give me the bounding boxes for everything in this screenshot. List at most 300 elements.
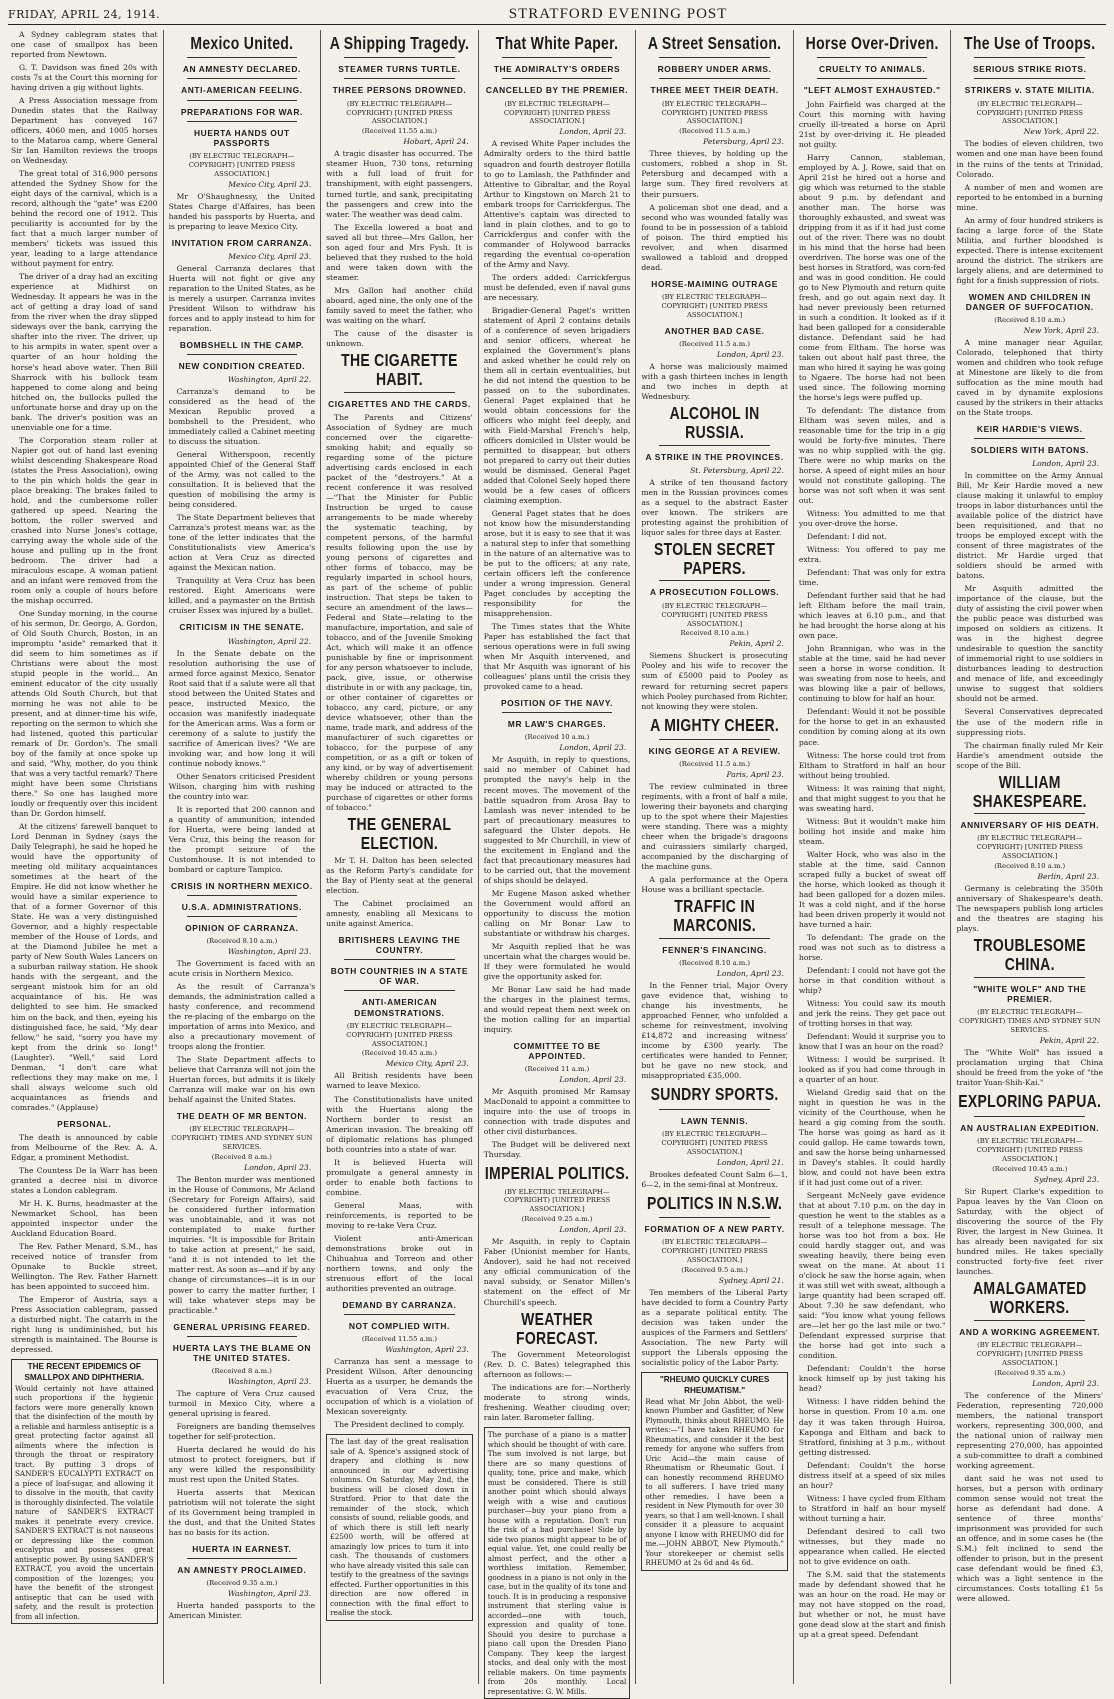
article-paragraph: The Corporation steam roller at Napier got out of hand last evening whilst descending Shakespeare Road (states the Press Association), owing to the pin which holds the gear in place breaking. The brakes failed to hold, and the cumbersome roller gathered up speed. Nearing the bottom, the roller swerved and crashed into Nurse Jones's cottage, carrying away the whole side of the house and pulling up in the front bedroom. The driver had a miraculous escape. A woman patient and an infant were removed from the room only a couple of hours before the mishap occurred. <box>11 435 158 605</box>
article-headline: A MIGHTY CHEER. <box>650 714 780 735</box>
article-headline: THE GENERAL ELECTION. <box>347 814 452 854</box>
article-paragraph: Brookes defeated Count Salm 6—1, 6—2, in the semi-final at Montreux. <box>641 1169 788 1189</box>
article-paragraph: A policeman shot one dead, and a second who was wounded fatally was found to be in possession of a tabloid of poison. The third emptied his revolver, and when disarmed swallowed a tabloid and dropped dead. <box>641 202 788 272</box>
advertisement-heading: "RHEUMO QUICKLY CURES RHEUMATISM." <box>659 1375 770 1395</box>
article-headline: Mexico United. <box>190 32 294 53</box>
dateline: Pekin, April 2. <box>729 639 784 649</box>
article-subheading: WOMEN AND CHILDREN IN DANGER OF SUFFOCATION. <box>965 291 1094 312</box>
article-paragraph: The Budget will be delivered next Thursday. <box>483 1140 631 1160</box>
wire-credit: (Received 8 a.m.) <box>211 1153 272 1162</box>
heading-divider <box>187 78 298 79</box>
heading-divider <box>187 916 298 917</box>
article-paragraph: Defendant: Couldn't the horse knock himself up by just taking his head? <box>798 1364 946 1394</box>
article-paragraph: In committee on the Army Annual Bill, Mr Keir Hardie moved a new clause making it unlawful to employ troops in labor disturbances until the available police of the district have been requisitioned, and that no troops be employed except with the consent of three magistrates of the district. Mr Hardie urged that soldiers should be armed with batons. <box>956 471 1104 581</box>
article-paragraph: Witness: It was raining that night, and that might suggest to you that he was sweating hard. <box>798 783 946 813</box>
issue-date: FRIDAY, APRIL 24, 1914. <box>8 7 161 21</box>
heading-divider <box>974 1116 1085 1117</box>
heading-divider <box>974 1320 1085 1321</box>
dateline: London, April 23. <box>559 1225 627 1235</box>
heading-divider <box>974 57 1085 58</box>
article-paragraph: Germany is celebrating the 350th anniversary of Shakespeare's death. The newspapers publish long articles and the theatres are staging his plays. <box>956 884 1104 934</box>
article-headline: TROUBLESOME CHINA. <box>973 935 1086 975</box>
wire-credit: (Received 10 a.m.) <box>524 733 590 742</box>
article-subheading: OPINION OF CARRANZA. <box>185 923 299 934</box>
dateline: Washington, April 22. <box>227 636 312 646</box>
advertisement <box>326 1434 473 1621</box>
wire-credit: (Received 11.55 a.m.) <box>361 127 438 136</box>
article-paragraph: Tranquility at Vera Cruz has been restored. Eight Americans were killed, and a paymaster on the British cruiser Essex was injured by a bullet. <box>168 576 316 616</box>
wire-credit: (Received 10.45 a.m.) <box>992 1164 1068 1173</box>
article-paragraph: John Brannigan, who was in the stable at the time, said he had never seen a horse in worse condition. It was sweating from nose to heels, and was blowing like a pair of bellows, continuing to blow for half an hour. <box>798 644 946 704</box>
heading-divider <box>344 990 455 991</box>
article-paragraph: In the Fenner trial, Major Overy gave evidence that, wishing to change his investments, he approached Fenner, who unfolded a scheme for reinvestment, involving £14,872 and increasing witness' income by £300 yearly. The certificates were handed to Fenner, but he gave no new stock, and misappropriated £35,000. <box>641 981 788 1081</box>
article-subheading: COMMITTEE TO BE APPOINTED. <box>513 1040 601 1061</box>
heading-divider <box>974 813 1085 814</box>
article-headline: STOLEN SECRET PAPERS. <box>654 538 776 578</box>
article-subheading: CRISIS IN NORTHERN MEXICO. <box>171 880 313 891</box>
column-1 <box>6 30 163 1684</box>
wire-credit: (BY ELECTRIC TELEGRAPH—COPYRIGHT) [UNITED PRESS ASSOCIATION.] <box>976 834 1083 861</box>
wire-credit: (Received 11.5 a.m.) <box>679 339 751 348</box>
dateline: Paris, April 23. <box>726 769 784 779</box>
article-paragraph: At the citizens' farewell banquet to Lord Denman in Sydney (says the Daily Telegraph), he said he hoped he would have the opportunity of meeting old military acquaintances sometimes at the heart of the Empire. He did not know whether he would have a similar experience to that of a former Governor of this State. He was a very distinguished Governor, and a highly respectable member of the House of Lords, and at the Diamond Jubilee he met a party of New South Wales Lancers on a suburban railway station. He shook hands with the sergeant, and the sergeant mistook him for an old acquaintance of his. He was delighted to see him. He smacked him on the back, and then, eyeing his distinguished face, he said, "My dear fellow," he said, "sorry you have my kept from the drink so long!" (Laughter). "Well," said Lord Denman, "I don't care what reflections they may make on me, I shall always welcome such old acquaintances as friends and comrades." (Applause) <box>11 822 158 1112</box>
article-subheading: U.S.A. ADMINISTRATIONS. <box>181 902 303 912</box>
article-paragraph: Carranza's demand to be considered as the head of the Mexican Republic proved a bombshell to the President, who immediately called a Cabinet meeting to discuss the situation. <box>168 387 316 447</box>
advertisement-text: Would certainly not have attained such proportions if the hygienic factors were more generally known that the disinfection of the mouth by a reliable and harmless antiseptic is a great protecting factor against all ailments where the infection is through the throat or respiratory tract. By putting 3 drops of SANDER'S EUCALYPTI EXTRACT on a piece of loaf-sugar, and allowing it to dissolve in the mouth, that cavity is thoroughly disinfected. The volatile nature of SANDER'S EXTRACT makes it penetrate every crevice. SANDER'S EXTRACT is not nauseous or depressing like the common eucalyptus and possesses great antiseptic power. By using SANDER'S EXTRACT, you avoid the uncertain composition of the lozenges; you have the benefit of the strongest antiseptic that can be used with safety, and the result is protection from all infection. <box>15 1383 154 1621</box>
article-subheading: INVITATION FROM CARRANZA. <box>171 237 313 248</box>
article-subheading: THREE PERSONS DROWNED. <box>332 85 467 96</box>
article-paragraph: The Government is faced with an acute crisis in Northern Mexico. <box>168 959 316 979</box>
article-subheading: THE DEATH OF MR BENTON. <box>176 1111 307 1122</box>
heading-divider <box>659 445 770 446</box>
wire-credit: (Received 10.45 a.m.) <box>361 1049 438 1058</box>
heading-divider <box>817 57 928 58</box>
article-subheading: AN AMNESTY PROCLAIMED. <box>177 1565 307 1576</box>
article-headline: SUNDRY SPORTS. <box>650 1083 779 1104</box>
article-paragraph: The "White Wolf" has issued a proclamation urging that China should be freed from the yoke of "the traitor Yuan-Shih-Kai." <box>956 1048 1104 1088</box>
article-subheading: ANNIVERSARY OF HIS DEATH. <box>960 820 1100 831</box>
heading-divider <box>187 121 298 122</box>
article-paragraph: The Parents and Citizens' Association of Sydney are much concerned over the cigarette-smoking habit; and equally so regarding some of the picture advertising cards enclosed in each packet of the "destroyers." At a recent conference it was resolved—"That the Minister for Public Instruction be urged to cause arrangements to be made whereby the systematic teaching, by competent persons, of the harmful results following upon the use by young persons of cigarettes and other forms of tobacco, may be regularly imparted in school hours, as part of the scheme of public instruction. That steps be taken to secure an amendment of the laws—Federal and State—relating to the manufacture, importation, and sale of tobacco, and of the Juvenile Smoking Act, which will make it an offence punishable by fine or imprisonment for any person whatsoever to include, pack, give, issue, or otherwise distribute in or with any package, tin, or other container of cigarettes or tobacco, any card, picture, or any device whatsoever, other than the name, trade mark, and address of the manufacturer of such cigarettes or tobacco, for the purpose of any competition, or as a gift or token of any kind, or by way of advertisement whereby children or young persons may be induced or attracted to the purchase of cigarettes or other forms of tobacco." <box>326 412 473 813</box>
article-paragraph: A revised White Paper includes the Admiralty orders to the third battle squadron and fourth destroyer flotilla to go to Lamlash, the Pathfinder and Attentive to Gibraltar, and the Royal Arthur to Kingstown on March 21 to embark troops for Carrickfergus. The Attentive's captain was directed to land in plain clothes, and to go to Carrickfergus and confer with the commander of Holywood barracks regarding the eventual co-operation of the Army and Navy. <box>483 139 631 269</box>
article-headline: WEATHER FORECAST. <box>516 1308 599 1348</box>
article-paragraph: Foreigners are banding themselves together for self-protection. <box>168 1421 316 1441</box>
article-subheading: BRITISHERS LEAVING THE COUNTRY. <box>338 935 461 956</box>
article-paragraph: Walter Hock, who was also in the stable at the time, said Cannon scraped fully a bucket of sweat off the horse, which looked as though it had been galloped for a dozen miles. It was a cold night, and if the horse had been driven properly it would not have turned a hair. <box>798 849 946 929</box>
article-paragraph: Mr H. K. Burns, headmaster at the Newmarket School, has been appointed inspector under the Auckland Education Board. <box>11 1198 158 1238</box>
article-paragraph: Three thieves, by holding up the customers, robbed a shop in St. Petersburg and decamped with a large sum. They fired revolvers at their pursuers. <box>641 149 788 199</box>
masthead <box>8 4 1106 25</box>
wire-credit: (BY ELECTRIC TELEGRAPH—COPYRIGHT) [UNITED PRESS ASSOCIATION.] <box>661 99 768 126</box>
heading-divider <box>187 895 298 896</box>
heading-divider <box>502 712 613 713</box>
article-paragraph: The orders added: Carrickfergus must be defended, even if naval guns are necessary. <box>483 272 631 302</box>
article-paragraph: Mrs Gallon had another child aboard, aged nine, the only one of the family saved to meet the father, who was waiting on the wharf. <box>326 285 473 325</box>
article-paragraph: Witness: But it wouldn't make him boiling hot inside and make him steam. <box>798 816 946 846</box>
article-paragraph: Huerta asserts that Mexican patriotism will not tolerate the sight of its Government being trampled in the dust, and that the United States has no basis for its action. <box>168 1487 316 1537</box>
article-paragraph: The death is announced by cable from Melbourne of the Rev. A. A. Edgar, a prominent Methodist. <box>11 1132 158 1162</box>
wire-credit: (Received 8.10 a.m.) <box>679 959 751 968</box>
article-paragraph: Wieland Gredig said that on the night in question he was in the vicinity of the Courthouse, when he heard a gig coming from the south. The horse was going as hard as it could gallop. He came towards town, and saw the horse being unharnessed in Davey's stables. It could hardly blow, and could not have been extra if it had just come out of a river. <box>798 1088 946 1188</box>
heading-divider <box>502 78 613 79</box>
wire-credit: (Received 11.5 a.m.) <box>679 127 751 136</box>
dateline: London, April 23. <box>244 1163 312 1173</box>
wire-credit: (BY ELECTRIC TELEGRAPH—COPYRIGHT) [UNITED PRESS ASSOCIATION.] <box>346 99 453 126</box>
article-paragraph: Brigadier-General Paget's written statement of April 2 contains details of a conference of seven brigadiers and senior officers, whereat he explained the Government's plans and asked whether he could rely on them all in certain eventualities, but he did not intend the question to be passed on to the subordinates. General Paget explained that he would obtain concessions for the officers who might feel deeply, and with Field-Marshal French's help, officers domiciled in Ulster would be permitted to disappear, but others not prepared to carry out their duties would be dismissed. General Paget added that Colonel Seely hoped there would be a few cases of officers claiming exemption. <box>483 305 631 506</box>
article-paragraph: Mr Eugene Mason asked whether the Government would afford an opportunity to discuss the motion calling on Mr Bonar Law to substantiate or withdraw his charges. <box>483 888 631 938</box>
article-subheading: HUERTA HANDS OUT PASSPORTS <box>194 127 290 148</box>
article-subheading: FENNER'S FINANCING. <box>662 944 767 955</box>
article-paragraph: An army of four hundred strikers is facing a large force of the State Militia, and further bloodshed is expected. There is intense excitement around the district. The strikers are largely aliens, and are determined to fight for a finish suppression of riots. <box>956 215 1104 285</box>
heading-divider <box>187 1336 298 1337</box>
article-paragraph: One Sunday morning, in the course of his sermon, Dr. Georgo, A. Gordon, of Old South Church, Boston, in an impromptu "aside" remarked that it did seem to him sometimes as if Christians were about the most stupid people in the world... An eminent educator of the city usually attends Old South Church, but that morning he was not able to be present, and at dinner-time his wife, reporting on the sermon to which she had listened, quoted this particular remark of Dr. Gordon's. The small boy of the family at once spoke up and said, "Why, mother, do you think that was a very tactful remark? There might have been some Christians there." So one has laughed more loudly or frequently over this incident than Dr. Gordon himself. <box>11 608 158 819</box>
article-paragraph: General Witherspoon, recently appointed Chief of the General Staff of the Army, was not called to the consultation. It is believed that the question of mobilising the army is being considered. <box>168 450 316 510</box>
article-subheading: CRITICISM IN THE SENATE. <box>179 622 305 633</box>
wire-credit: (BY ELECTRIC TELEGRAPH—COPYRIGHT) [UNITED PRESS ASSOCIATION.] <box>976 1340 1083 1367</box>
dateline: New York, April 22. <box>1023 127 1100 137</box>
article-paragraph: The Countess De la Warr has been granted a decree nisi in divorce states a London cablegram. <box>11 1165 158 1195</box>
article-paragraph: A Press Association message from Dunedin states that the Railway Department has conveyed 167 officers, 4060 men, and 1005 horses to the Mataroa camp, where General Sir Ian Hamilton reviews the troops on Wednesday. <box>11 96 158 166</box>
wire-credit: (Received 9.25 a.m.) <box>521 1215 593 1224</box>
article-subheading: POSITION OF THE NAVY. <box>501 698 614 709</box>
article-paragraph: Huerta handed passports to the American Minister. <box>168 1601 316 1621</box>
article-subheading: A STRIKE IN THE PROVINCES. <box>645 451 784 462</box>
dateline: Mexico City, April 23. <box>228 251 312 261</box>
article-paragraph: Witness: You could saw its mouth and jerk the reins. They get pace out of trotting horses in that way. <box>798 998 946 1028</box>
article-subheading: SOLDIERS WITH BATONS. <box>970 445 1089 456</box>
heading-divider <box>187 100 298 101</box>
article-paragraph: Witness: I have ridden behind the horse in question. From 10 a.m. one day it was taken through Huiroa, Kaponga and Eltham and back to Stratford, finishing at 3 p.m., without getting distressed. <box>798 1397 946 1457</box>
article-subheading: KING GEORGE AT A REVIEW. <box>648 745 781 756</box>
wire-credit: (BY ELECTRIC TELEGRAPH—COPYRIGHT) [UNITED PRESS ASSOCIATION.] <box>503 1187 611 1214</box>
article-paragraph: Siemens Shuckert is prosecuting Pooley and his wife to recover the sum of £5000 paid to Pooley as reward for returning secret papers which Pooley purchased from Richter, not knowing they were stolen. <box>641 651 788 711</box>
wire-credit: (BY ELECTRIC TELEGRAPH—COPYRIGHT) [UNITED PRESS ASSOCIATION.] <box>976 1136 1083 1163</box>
article-paragraph: The Cabinet proclaimed an amnesty, enabling all Mexicans to unite against America. <box>326 899 473 929</box>
dateline: London, April 23. <box>559 1075 627 1084</box>
heading-divider <box>659 57 770 58</box>
article-subheading: CRUELTY TO ANIMALS. <box>818 64 926 75</box>
article-subheading: NEW CONDITION CREATED. <box>178 361 306 372</box>
article-subheading: AN AUSTRALIAN EXPEDITION. <box>960 1122 1100 1133</box>
article-paragraph: Defendant: I did not. <box>806 532 887 542</box>
newspaper-title: STRATFORD EVENING POST <box>508 5 728 22</box>
article-paragraph: dant said he was not used to horses, but a person with ordinary common sense would not treat the horse as defendant had done. A sentence of three months' imprisonment was provided for such an offence, and in some cases he (the S.M.) felt inclined to send the offender to prison, but in the present case defendant would be fined £3, which was a light sentence in the circumstances. Costs totalling £1 5s were allowed. <box>956 1473 1104 1603</box>
article-paragraph: Mr Asquith admitted the importance of the clause, but the duty of assisting the civil power when the public peace was disturbed was imposed on soldiers as citizens. It was in the highest degree undesirable to question the sanctity of immemorial right to use soldiers in disturbances leading to destruction and menace of life, and exceedingly unwise to suggest that soldiers should not be armed. <box>956 584 1104 704</box>
advertisement-heading: THE RECENT EPIDEMICS OF SMALLPOX AND DIPHTHERIA. <box>24 1362 145 1382</box>
article-paragraph: A mine manager near Aguilar, Colorado, telephoned that thirty women and children who took refuge at Minestone are likely to die from suffocation as the mine mouth had caved in by dynamite explosions caused by the strikers in their attacks on the State troops. <box>956 337 1104 417</box>
article-paragraph: The Constitutionalists have united with the Huertans along the Northern border to resist an American invasion. The breaking off of diplomatic relations has plunged both countries into a state of war. <box>326 1094 473 1154</box>
article-subheading: HUERTA LAYS THE BLAME ON THE UNITED STATES. <box>172 1342 312 1363</box>
wire-credit: (Received 9.35 a.m.) <box>994 1368 1066 1377</box>
dateline: New York, April 23. <box>1023 325 1100 335</box>
article-subheading: SERIOUS STRIKE RIOTS. <box>972 64 1087 75</box>
article-paragraph: Mr Asquith, in reply to Captain Faber (Unionist member for Hants, Andover), said he had not received any official communication of the naval subsidy, or Senator Millen's statement on the effect of Mr Churchill's speech. <box>483 1237 631 1307</box>
wire-credit: (Received 11 a.m.) <box>524 1065 590 1074</box>
article-paragraph: The Government Meteorologist (Rev. D. C. Bates) telegraphed this afternoon as follows:— <box>483 1350 631 1380</box>
wire-credit: (BY ELECTRIC TELEGRAPH—COPYRIGHT) [UNITED PRESS ASSOCIATION.] <box>661 1238 768 1264</box>
article-paragraph: The great total of 316,900 persons attended the Sydney Show for the eight days of the carnival, which is a record, although the "gate" was £200 behind the record one of 1912. This peculiarity is accounted for by the fact that a much larger number of members' tickets was issued this year, leading to a large attendance without payment for entry. <box>11 169 158 269</box>
article-paragraph: The Excella lowered a boat and saved all but three—Mrs Gallon, her son aged four and Mrs Fysh. It is believed that they rushed to the hold and were taken down with the steamer. <box>326 222 473 282</box>
dateline: Berlin, April 23. <box>1037 872 1100 882</box>
article-paragraph: A number of men and women are reported to be entombed in a burning mine. <box>956 182 1104 212</box>
article-subheading: AND A WORKING AGREEMENT. <box>959 1326 1101 1337</box>
article-paragraph: Carranza has sent a message to President Wilson. After denouncing Huerta as a usurper, he demands the evacuation of Vera Cruz, the occupation of which is a violation of Mexican sovereignty. <box>326 1356 473 1417</box>
heading-divider <box>659 739 770 740</box>
article-subheading: PREPARATIONS FOR WAR. <box>180 106 303 117</box>
heading-divider <box>344 78 455 79</box>
article-subheading: STEAMER TURNS TURTLE. <box>338 64 461 75</box>
article-paragraph: The State Department affects to believe that Carranza will not join the Huertan forces, but admits it is likely Carranza will make war on his own behalf against the United States. <box>168 1055 316 1105</box>
article-headline: POLITICS IN N.S.W. <box>646 1192 783 1213</box>
article-paragraph: Witness: The horse could trot from Eltham to Stratford in half an hour without being troubled. <box>798 750 946 780</box>
dateline: London, April 23. <box>716 969 784 978</box>
wire-credit: (Received 8.10 a.m.) <box>206 937 278 946</box>
wire-credit: (Received 11.55 a.m.) <box>361 1334 438 1343</box>
advertisement <box>11 1359 158 1624</box>
article-paragraph: Witness: You offered to pay me extra. <box>798 545 946 565</box>
dateline: Pekin, April 22. <box>1039 1036 1100 1046</box>
article-paragraph: A strike of ten thousand factory men in the Russian provinces comes as a sequel to the abstract Easter over known. The strikers are protesting against the prohibition of liquor sales for three days at Easter. <box>641 477 788 537</box>
article-subheading: PERSONAL. <box>57 1118 112 1129</box>
article-paragraph: A tragic disaster has occurred. The steamer Huon, 730 tons, returning with a full load of fruit for transhipment, with eight passengers, turned turtle, and sank, precipitating the passengers and crew into the water. The weather was dead calm. <box>326 149 473 219</box>
heading-divider <box>344 959 455 960</box>
wire-credit: (Received 8.10 a.m.) <box>994 315 1066 324</box>
heading-divider <box>502 57 613 58</box>
article-subheading: ANTI-AMERICAN FEELING. <box>181 85 303 96</box>
dateline: Petersburg, April 23. <box>703 137 784 147</box>
article-paragraph: Witness: You admitted to me that you over-drove the horse. <box>798 509 946 529</box>
dateline: London, April 23. <box>1032 1378 1100 1388</box>
article-paragraph: General Carranza declares that Huerta will not fight or give any reparation to the United States, as he is merely a usurper. Carranza invites President Wilson to withdraw his forces and to apply instead to him for reparation. <box>168 263 316 333</box>
dateline: Mexico City, April 23. <box>228 179 312 189</box>
advertisement <box>484 1427 631 1699</box>
article-headline: Horse Over-Driven. <box>805 32 939 53</box>
article-paragraph: General Paget states that he does not know how the misunderstanding arose, but it is easy to see that it was a natural step to infer that something in the nature of an alternative was to be put to the officers; at any rate, certain officers left the conference under a wrong impression. General Paget concludes by accepting the responsibility for the misapprehension. <box>483 509 631 619</box>
article-paragraph: Mr T. H. Dalton has been selected as the Reform Party's candidate for the Bay of Plenty seat at the general election. <box>326 856 473 896</box>
article-subheading: AN AMNESTY DECLARED. <box>182 64 301 75</box>
article-subheading: ANTI-AMERICAN DEMONSTRATIONS. <box>354 997 445 1018</box>
article-subheading: MR LAW'S CHARGES. <box>507 719 607 730</box>
heading-divider <box>659 1109 770 1110</box>
article-paragraph: The conference of the Miners' Federation, representing 720,000 members, the national transport workers, representing 300,000, and the national union of railway men representing 270,000, has appointed a sub-committee to draft a combined working agreement. <box>956 1390 1104 1470</box>
column-7 <box>950 30 1108 1684</box>
article-paragraph: To defendant: The grade on the road was not such as to distress a horse. <box>798 932 946 962</box>
article-paragraph: Sir Rupert Clarke's expedition to Papua leaves by the Van Cloon on Saturday, with the object of discovering the source of the Fly River, the largest in New Guinea. It has already been navigated for six hundred miles. He takes specially constructed forty-five feet river launches. <box>956 1186 1104 1276</box>
article-paragraph: A Sydney cablegram states that one case of smallpox has been reported from Newtown. <box>11 30 158 60</box>
wire-credit: (Received 9.35 a.m.) <box>206 1579 278 1588</box>
wire-credit: (BY ELECTRIC TELEGRAPH—COPYRIGHT) [UNITED PRESS ASSOCIATION.] <box>661 292 768 319</box>
wire-credit: (BY ELECTRIC TELEGRAPH—COPYRIGHT) [UNITED PRESS ASSOCIATION.] <box>503 99 611 126</box>
article-headline: ALCOHOL IN RUSSIA. <box>669 402 760 442</box>
dateline: Sydney, April 23. <box>1033 1174 1100 1184</box>
article-paragraph: The review culminated in three regiments, with a front of half a mile, lowering their bayonets and charging up to the spot where their Majesties were standing. There was a mighty cheer when the brigade's dragoons and cuirassiers similarly charged, accompanied by the discharging of the machine guns. <box>641 782 788 872</box>
heading-divider <box>344 1314 455 1315</box>
article-paragraph: G. T. Davidson was fined 20s with costs 7s at the Court this morning for having driven a gig without lights. <box>11 63 158 93</box>
article-paragraph: The indications are for:—Northerly moderate to strong winds, freshening. Weather clouding over; rain later. Barometer falling. <box>483 1383 631 1423</box>
dateline: Sydney, April 21. <box>718 1275 784 1285</box>
article-paragraph: John Fairfield was charged at the Court this morning with having cruelly ill-treated a horse on April 21st by over-driving it. He pleaded not guilty. <box>798 99 946 149</box>
article-headline: A Shipping Tragedy. <box>329 32 470 53</box>
article-paragraph: The S.M. said that the statements made by defendant showed that he was an hour on the road. He may or may not have stopped on the road, but whether or not, he must have gone dead slow at the start and finish up at a great speed. Defendant <box>798 1569 946 1639</box>
article-paragraph: The capture of Vera Cruz caused turmoil in Mexico City, where a general uprising is feared. <box>168 1388 316 1418</box>
dateline: Washington, April 23. <box>385 1344 469 1354</box>
article-subheading: STRIKERS v. STATE MILITIA. <box>964 85 1095 96</box>
dateline: Hobart, April 24. <box>403 137 469 147</box>
advertisement-text: The purchase of a piano is a matter which should be thought of with care. The sum involved is not large, but there are so many questions of quality, tone, price and make, which must be considered. There is still another point which should always weigh with a wise and cautious purchaser—buy your piano from a house with a reputation. Don't run the risk of a bad purchase! Side by side two pianos might appear to be of equal value. Yet, one could really be almost perfect, and the other a worthless imitation. Remember, goodness in a piano is not only in the case, but in the quality of its tone and touch. It is in producing a responsive instrument that sterling value is accorded—one with touch, expression and quality of tone. Should you desire to purchase a piano call upon the Dresden Piano Company. They keep the largest stocks, and deal only with the most reliable makers. On time payments from 20s monthly. Local representative: G. W. Mills. <box>487 1430 627 1696</box>
article-subheading: "WHITE WOLF" AND THE PREMIER. <box>973 984 1087 1005</box>
wire-credit: (Received 8.10 a.m.) <box>994 862 1066 871</box>
article-paragraph: Witness: I have cycled from Eltham to Stratford in half an hour myself without turning a hair. <box>798 1493 946 1523</box>
article-paragraph: The Emperor of Austria, says a Press Association cablegram, passed a disturbed night. The catarrh in the right lung is undiminished, but his strength is maintained. The Bourse is depressed. <box>11 1294 158 1355</box>
article-paragraph: The Benton murder was mentioned in the House of Commons, Mr Acland (Secretary for Foreign Affairs), said he considered further information was unobtainable, and it was not contemplated to make further inquiries. "It is impossible for Britain to take action at present," he said, "and it is not intended to let the matter rest. As soon as—and if by any change of circumstances—it is in our power to carry the matter further, I will take whatever steps may be practicable." <box>168 1175 316 1315</box>
article-subheading: GENERAL UPRISING FEARED. <box>173 1321 311 1332</box>
article-paragraph: It is reported that 200 cannon and a quantity of ammunition, intended for Huerta, were being landed at Vera Cruz, this being the reason for the prompt seizure of the Customhouse. It is not intended to bombard or capture Tampico. <box>168 804 316 874</box>
article-subheading: BOMBSHELL IN THE CAMP. <box>179 339 304 350</box>
article-paragraph: Defendant desired to call two witnesses, but they made no appearance when called. He elected not to give evidence on oath. <box>798 1526 946 1566</box>
heading-divider <box>659 580 770 581</box>
heading-divider <box>344 392 455 393</box>
article-subheading: BOTH COUNTRIES IN A STATE OF WAR. <box>330 966 469 987</box>
news-columns <box>6 30 1108 1696</box>
article-paragraph: Mr Asquith, in reply to questions, said no member of Cabinet had prompted the navy's help in the recent moves. The movement of the battle squadron from Arosa Bay to Lamlash was never intended to be part of precautionary measures to safeguard the Ulster depots. He suggested to Mr Churchill, in view of the excitement in England and the fact that precautionary measures had to be carried out, that the movement of ships should be delayed. <box>483 755 631 885</box>
article-paragraph: Sergeant McNeely gave evidence that at about 7.10 p.m. on the day in question he went to the stables as a result of a telephone message. The horse was too hot from a box. He could hardly stagger out, and was sweating heavily, there being even sweat on the mane. At about 11 o'clock he saw the horse again, when it was still wet with sweat, although a large quantity had been scraped off. About 7.30 he saw defendant, who said: "You know what young fellows are—let her go the last mile or two." Defendant expressed surprise that the horse had got into such a condition. <box>798 1191 946 1361</box>
article-paragraph: To defendant: The distance from Eltham was seven miles, and a reasonable time for the trip in a gig would be forty-five minutes. There was no whip supplied with the gig. There were no whip marks on the horse. A speed of eight miles an hour would not constitute galloping. The horse was not soft when it was sent out. <box>798 406 946 506</box>
column-2 <box>163 30 321 1684</box>
article-paragraph: Defendant: Couldn't the horse distress itself at a speed of six miles an hour? <box>798 1460 946 1490</box>
dateline: Washington, April 22. <box>227 375 312 385</box>
heading-divider <box>659 1217 770 1218</box>
wire-credit: (Received 11.5 a.m.) <box>679 760 751 769</box>
article-paragraph: All British residents have been warned to leave Mexico. <box>326 1071 473 1091</box>
wire-credit: (BY ELECTRIC TELEGRAPH—COPYRIGHT) [UNITED PRESS ASSOCIATION.] <box>661 1129 768 1156</box>
article-paragraph: Violent anti-American demonstrations broke out in Chihuahua and Torreon and other northern towns, and only the strenuous effort of the local authorities prevented an outrage. <box>326 1233 473 1293</box>
article-subheading: CANCELLED BY THE PREMIER. <box>485 85 629 96</box>
article-paragraph: The State Department believes that Carranza's protest means war, as the tone of the letter indicates that the Constitutionalists view America's action at Vera Cruz as directed against the Mexican nation. <box>168 513 316 573</box>
article-paragraph: As the result of Carranza's demands, the administration called a hasty conference, and recommend the re-placing of the embargo on the importation of arms into Mexico, and also a precautionary movement of troops along the frontier. <box>168 982 316 1052</box>
article-paragraph: The Times states that the White Paper has established the fact that serious operations were in full swing when Mr Asquith intervened, and that Mr Asquith was ignorant of his colleagues' plans until the crisis they provoked came to a head. <box>483 622 631 692</box>
article-paragraph: A horse was maliciously maimed with a gash thirteen inches in length and two inches in depth at Wednesbury. <box>641 361 788 401</box>
article-paragraph: Witness: I would be surprised. It looked as if you had come through in a quarter of an hour. <box>798 1054 946 1084</box>
article-paragraph: The bodies of eleven children, two women and one man have been found in the ruins of the tents at Trinidad, Colorado. <box>956 139 1104 179</box>
heading-divider <box>659 938 770 939</box>
article-headline: The Use of Troops. <box>964 32 1096 53</box>
article-subheading: THREE MEET THEIR DEATH. <box>650 85 779 96</box>
article-paragraph: Defendant: I could not have got the horse in that condition without a whip? <box>798 965 946 995</box>
article-paragraph: In the Senate debate on the resolution authorising the use of armed force against Mexico, Senator Root said that if a salute were all that stood between the United States and peace, instructed Mexico, the occasion was manifestly inadequate for the American arms. Was a form or ceremony of a salute to justify the sacrifice of American lives? "We are invoking war, and how long it will continue nobody knows." <box>168 648 316 768</box>
article-paragraph: The Rev. Father Menard, S.M., has received notice of transfer from Opunake to Buckle street, Wellington. The Rev. Father Harnett has been appointed to succeed him. <box>11 1241 158 1291</box>
article-subheading: FORMATION OF A NEW PARTY. <box>644 1223 785 1234</box>
column-5 <box>635 30 793 1684</box>
wire-credit: (BY ELECTRIC TELEGRAPH—COPYRIGHT) TIMES AND SYDNEY SUN SERVICES. <box>959 1008 1101 1035</box>
article-paragraph: Mr Asquith replied that he was uncertain what the charges would be. If they were formulated he would give the opportunity asked for. <box>483 941 631 981</box>
article-paragraph: Harry Cannon, stableman, employed by A. J. Rowe, said that on April 21st he hired out a horse and gig which was returned to the stable about 9 p.m. by defendant and another man. The horse was thoroughly exhausted, and sweat was dripping from it as if it had just come out of the river. There was no doubt in his mind that the horse had been overdriven. The horse was one of the best horses in Stratford, was corn-fed and was in good condition. He could go to New Plymouth and return quite fresh, and go out again next day. It had never previously been returned in such a condition. It looked as if it had been galloped for a considerable distance. Defendant said he had come from Eltham. The horse was taken out about half past three, the man who hired it saying he was going to Ngaere. The horse had not been used since. The following morning the horse's legs were puffed up. <box>798 152 946 402</box>
advertisement <box>641 1372 788 1571</box>
article-subheading: CIGARETTES AND THE CARDS. <box>328 398 471 409</box>
article-subheading: DEMAND BY CARRANZA. <box>342 1299 457 1310</box>
article-paragraph: Other Senators criticised President Wilson, charging him with rushing the country into war. <box>168 771 316 801</box>
article-paragraph: A gala performance at the Opera House was a brilliant spectacle. <box>641 875 788 895</box>
heading-divider <box>187 1558 298 1559</box>
dateline: Washington, April 23. <box>227 1589 312 1599</box>
dateline: St. Petersburg, April 22. <box>690 465 784 475</box>
article-subheading: A PROSECUTION FOLLOWS. <box>649 587 780 598</box>
article-headline: IMPERIAL POLITICS. <box>484 1162 630 1183</box>
article-headline: EXPLORING PAPUA. <box>958 1091 1102 1112</box>
heading-divider <box>659 78 770 79</box>
article-paragraph: General Maas, with reinforcements, is reported to be moving to re-take Vera Cruz. <box>326 1200 473 1230</box>
advertisement-text: The last day of the great realisation sale of A. Spence's assigned stock of drapery and clothing is now announced in our advertising columns. On Saturday, May 2nd, the business will be closed down in Stratford. Prior to that date the remainder of the stock, which consists of sound, reliable goods, and of which there is still left nearly £2500 worth, will be offered at amazingly low prices to turn it into cash. The thousands of customers who have already visited this sale can testify to the greatness of the savings effected. Further opportunities in this direction are now offered in connection with the final effort to realise the stock. <box>330 1437 469 1618</box>
article-headline: That White Paper. <box>495 32 619 53</box>
article-subheading: "LEFT ALMOST EXHAUSTED." <box>803 85 941 96</box>
article-headline: A Street Sensation. <box>647 32 782 53</box>
article-subheading: ROBBERY UNDER ARMS. <box>657 64 772 75</box>
wire-credit: (BY ELECTRIC TELEGRAPH—COPYRIGHT) [UNITED PRESS ASSOCIATION.] <box>188 151 296 178</box>
article-paragraph: Defendant: Would it surprise you to know that I was an hour on the road? <box>798 1031 946 1051</box>
advertisement-text: Read what Mr John Abbot, the well-known Plumber and Gasfitter, of New Plymouth, thinks about RHEUMO. He writes:—"I have taken RHEUMO for Rheumatics, and consider it the best remedy for anyone who suffers from Uric Acid—the main cause of Rheumatism or Rheumatic Gout. I can honestly recommend RHEUMO to all sufferers. I have tried many other remedies. I have been a resident in New Plymouth for over 30 years, so that I am well-known. I shall consider it a pleasure to acquaint anyone I know with RHEUMO did for me.—JOHN ABBOT, New Plymouth." Your storekeeper or chemist sells RHEUMO at 2s 6d and 4s 6d. <box>645 1396 784 1568</box>
article-paragraph: Huerta declared he would do his utmost to protect foreigners, but if any were killed the responsibility must rest upon the United States. <box>168 1444 316 1484</box>
dateline: London, April 23. <box>559 127 627 137</box>
wire-credit: Received 8.10 a.m.) <box>680 629 749 638</box>
article-subheading: NOT COMPLIED WITH. <box>348 1320 450 1331</box>
dateline: Washington, April 23. <box>227 1376 312 1386</box>
column-3 <box>320 30 478 1684</box>
column-6 <box>793 30 951 1684</box>
article-subheading: LAWN TENNIS. <box>680 1115 749 1126</box>
article-paragraph: Mr O'Shaughnessy, the United States Charge d'Affaires, has been handed his passports by Huerta, and is preparing to leave Mexico City. <box>168 191 316 231</box>
article-paragraph: The chairman finally ruled Mr Keir Hardie's amendment outside the scope of the Bill. <box>956 740 1104 770</box>
dateline: London, April 21. <box>716 1157 784 1167</box>
article-paragraph: Defendant: That was only for extra time. <box>798 568 946 588</box>
article-paragraph: The driver of a dray had an exciting experience at Midhirst on Wednesday. It appears he was in the act of getting a dray load of sand from the river when the dray slipped sideways over the bank, carrying the shafter into the river. The driver, up to his armpits in water, spent over a quarter of an hour holding the horse's head above water. Then Bill Sharrock with his bullock team happened to come along and being hitched on, the bullocks pulled the unfortunate horse and dray up on the bank. The driver's position was an unenviable one for a time. <box>11 272 158 432</box>
heading-divider <box>974 977 1085 978</box>
article-subheading: ANOTHER BAD CASE. <box>664 325 765 336</box>
article-paragraph: Defendant: Would it not be possible for the horse to get in an exhausted condition by coming along at its own pace. <box>798 707 946 747</box>
heading-divider <box>187 57 298 58</box>
article-paragraph: Defendant further said that he had left Eltham before the mail train, which leaves at 6.10 p.m., and that he had brought the horse along at his own pace. <box>798 591 946 641</box>
heading-divider <box>817 78 928 79</box>
article-paragraph: The cause of the disaster is unknown. <box>326 328 473 348</box>
dateline: London, April 23. <box>716 349 784 359</box>
dateline: Mexico City, April 23. <box>385 1059 469 1069</box>
wire-credit: (Received 8 a.m.) <box>211 1366 272 1375</box>
article-subheading: HUERTA IN EARNEST. <box>192 1543 292 1554</box>
heading-divider <box>187 354 298 355</box>
article-subheading: HORSE-MAIMING OUTRAGE <box>651 278 778 289</box>
article-paragraph: It is believed Huerta will promulgate a general amnesty in order to enable both factions to combine. <box>326 1157 473 1197</box>
article-paragraph: The President declined to comply. <box>334 1420 465 1430</box>
column-4 <box>478 30 636 1696</box>
article-headline: TRAFFIC IN MARCONIS. <box>673 896 756 936</box>
wire-credit: (Received 9.5 a.m.) <box>681 1265 748 1274</box>
article-paragraph: Mr Asquith promised Mr Ramsay MacDonald to appoint a committee to inquire into the use of troops in connection with trade disputes and other civil disturbances. <box>483 1087 631 1137</box>
dateline: London, April 23. <box>1032 459 1100 469</box>
article-headline: AMALGAMATED WORKERS. <box>973 1277 1087 1317</box>
article-paragraph: Ten members of the Liberal Party have decided to form a Country Party as a separate political entity. The decision was taken under the auspices of the Farmers and Settlers' Association. The new Party will support the Liberals opposing the socialistic policy of the Labor Party. <box>641 1287 788 1368</box>
wire-credit: (BY ELECTRIC TELEGRAPH—COPYRIGHT) [UNITED PRESS ASSOCIATION.] <box>346 1021 453 1048</box>
heading-divider <box>344 57 455 58</box>
dateline: Washington, April 23. <box>227 947 312 957</box>
heading-divider <box>974 438 1085 439</box>
wire-credit: (BY ELECTRIC TELEGRAPH—COPYRIGHT) [UNITED PRESS ASSOCIATION.] <box>976 99 1083 126</box>
article-subheading: THE ADMIRALTY'S ORDERS <box>493 64 621 75</box>
wire-credit: (BY ELECTRIC TELEGRAPH—COPYRIGHT) TIMES AND SYDNEY SUN SERVICES. <box>171 1125 313 1152</box>
article-headline: THE CIGARETTE HABIT. <box>341 349 458 389</box>
article-paragraph: Several Conservatives deprecated the use of the modern rifle in suppressing riots. <box>956 707 1104 737</box>
article-headline: WILLIAM SHAKESPEARE. <box>972 771 1087 811</box>
heading-divider <box>974 78 1085 79</box>
wire-credit: (BY ELECTRIC TELEGRAPH—COPYRIGHT) [UNITED PRESS ASSOCIATION.] <box>661 601 768 628</box>
article-paragraph: Mr Bonar Law said he had made the charges in the plainest terms, and would repeat them next week on the motion calling for an impartial inquiry. <box>483 984 631 1034</box>
